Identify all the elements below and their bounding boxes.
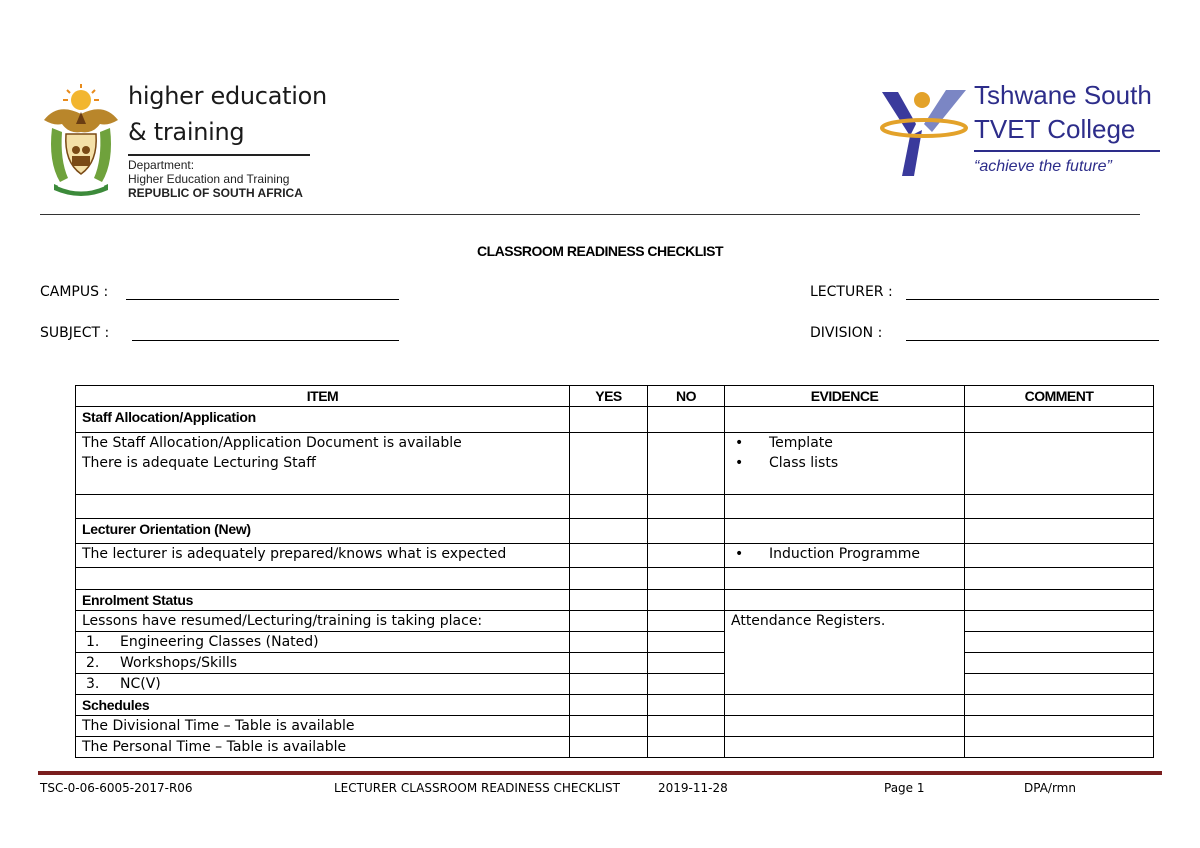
no-cell[interactable] — [648, 568, 725, 590]
list-item: 2. Workshops/Skills — [76, 653, 570, 674]
comment-cell[interactable] — [965, 716, 1154, 737]
footer-page: Page 1 — [884, 781, 925, 795]
section-heading: Enrolment Status — [76, 590, 570, 611]
table-row — [76, 590, 1154, 611]
comment-cell[interactable] — [965, 737, 1154, 758]
yes-cell[interactable] — [570, 611, 648, 632]
table-row — [76, 653, 1154, 674]
campus-label: CAMPUS : — [40, 284, 109, 300]
item-cell — [76, 495, 570, 519]
subject-label: SUBJECT : — [40, 325, 110, 341]
college-name-line2: TVET College — [974, 114, 1136, 144]
yes-cell[interactable] — [570, 695, 648, 716]
item-cell — [76, 568, 570, 590]
comment-cell[interactable] — [965, 544, 1154, 568]
table-row — [76, 433, 1154, 495]
no-cell[interactable] — [648, 653, 725, 674]
yes-cell[interactable] — [570, 632, 648, 653]
no-cell[interactable] — [648, 716, 725, 737]
no-cell[interactable] — [648, 737, 725, 758]
yes-cell[interactable] — [570, 407, 648, 433]
item-text: Lessons have resumed/Lecturing/training is taking place: — [76, 611, 570, 632]
list-item: 1. Engineering Classes (Nated) — [76, 632, 570, 653]
evidence-text: Induction Programme — [769, 546, 921, 562]
coat-of-arms-emblem — [38, 82, 124, 200]
bullet-icon: • — [735, 455, 744, 471]
college-logo-icon — [876, 84, 972, 180]
evidence-cell — [725, 737, 965, 758]
dhet-logo-line2: & training — [128, 118, 245, 146]
item-text: The lecturer is adequately prepared/knows what is expected — [76, 544, 570, 568]
header-comment: COMMENT — [965, 386, 1154, 407]
table-row — [76, 674, 1154, 695]
evidence-cell — [725, 544, 965, 568]
division-field[interactable] — [906, 340, 1159, 341]
section-heading: Lecturer Orientation (New) — [76, 519, 570, 544]
item-text: There is adequate Lecturing Staff — [82, 455, 316, 471]
yes-cell[interactable] — [570, 716, 648, 737]
evidence-cell — [725, 590, 965, 611]
college-name-line1: Tshwane South — [974, 80, 1152, 110]
comment-cell[interactable] — [965, 674, 1154, 695]
comment-cell[interactable] — [965, 653, 1154, 674]
comment-cell[interactable] — [965, 433, 1154, 495]
header-yes: YES — [570, 386, 648, 407]
yes-cell[interactable] — [570, 433, 648, 495]
table-header-row — [76, 386, 1154, 407]
table-row — [76, 519, 1154, 544]
lecturer-label: LECTURER : — [810, 284, 893, 300]
yes-cell[interactable] — [570, 590, 648, 611]
section-heading: Staff Allocation/Application — [76, 407, 570, 433]
table-row — [76, 737, 1154, 758]
comment-cell[interactable] — [965, 407, 1154, 433]
no-cell[interactable] — [648, 544, 725, 568]
table-row — [76, 632, 1154, 653]
footer-bar — [38, 771, 1162, 775]
no-cell[interactable] — [648, 674, 725, 695]
item-text: The Staff Allocation/Application Document is available — [82, 435, 462, 451]
evidence-cell — [725, 519, 965, 544]
no-cell[interactable] — [648, 433, 725, 495]
campus-field[interactable] — [126, 299, 399, 300]
no-cell[interactable] — [648, 632, 725, 653]
evidence-cell — [725, 495, 965, 519]
dhet-country: REPUBLIC OF SOUTH AFRICA — [128, 186, 303, 200]
header-item: ITEM — [76, 386, 570, 407]
header-evidence: EVIDENCE — [725, 386, 965, 407]
list-item: 3. NC(V) — [76, 674, 570, 695]
yes-cell[interactable] — [570, 737, 648, 758]
evidence-cell — [725, 407, 965, 433]
section-heading: Schedules — [76, 695, 570, 716]
evidence-text: Class lists — [769, 455, 839, 471]
footer-date: 2019-11-28 — [658, 781, 728, 795]
header-no: NO — [648, 386, 725, 407]
table-row — [76, 611, 1154, 632]
no-cell[interactable] — [648, 695, 725, 716]
table-row — [76, 568, 1154, 590]
yes-cell[interactable] — [570, 544, 648, 568]
comment-cell[interactable] — [965, 519, 1154, 544]
no-cell[interactable] — [648, 611, 725, 632]
item-text: The Personal Time – Table is available — [76, 737, 570, 758]
header-divider — [40, 214, 1140, 215]
evidence-cell — [725, 568, 965, 590]
dhet-dept-name: Higher Education and Training — [128, 172, 290, 186]
table-row — [76, 716, 1154, 737]
table-row — [76, 695, 1154, 716]
comment-cell[interactable] — [965, 695, 1154, 716]
table-row — [76, 407, 1154, 433]
no-cell[interactable] — [648, 407, 725, 433]
footer-doc-code: TSC-0-06-6005-2017-R06 — [40, 781, 193, 795]
bullet-icon: • — [735, 435, 744, 451]
yes-cell[interactable] — [570, 674, 648, 695]
lecturer-field[interactable] — [906, 299, 1159, 300]
comment-cell[interactable] — [965, 568, 1154, 590]
page-title: CLASSROOM READINESS CHECKLIST — [476, 243, 724, 259]
item-cell — [76, 433, 570, 495]
dhet-dept-label: Department: — [128, 158, 195, 172]
dhet-logo-line1: higher education — [128, 82, 327, 110]
evidence-cell — [725, 695, 965, 716]
yes-cell[interactable] — [570, 519, 648, 544]
comment-cell[interactable] — [965, 611, 1154, 632]
no-cell[interactable] — [648, 590, 725, 611]
footer-ref: DPA/rmn — [1024, 781, 1076, 795]
yes-cell[interactable] — [570, 568, 648, 590]
table-row — [76, 544, 1154, 568]
evidence-cell — [725, 716, 965, 737]
college-logo-rule — [974, 150, 1160, 152]
comment-cell[interactable] — [965, 495, 1154, 519]
evidence-cell — [725, 433, 965, 495]
yes-cell[interactable] — [570, 495, 648, 519]
subject-field[interactable] — [132, 340, 399, 341]
evidence-cell: Attendance Registers. — [725, 611, 965, 695]
table-row — [76, 495, 1154, 519]
comment-cell[interactable] — [965, 590, 1154, 611]
item-text: The Divisional Time – Table is available — [76, 716, 570, 737]
yes-cell[interactable] — [570, 653, 648, 674]
division-label: DIVISION : — [810, 325, 883, 341]
evidence-text: Template — [769, 435, 833, 451]
no-cell[interactable] — [648, 519, 725, 544]
checklist-table — [75, 385, 1154, 758]
footer-doc-title: LECTURER CLASSROOM READINESS CHECKLIST — [334, 781, 620, 795]
bullet-icon: • — [735, 546, 744, 562]
college-tagline: “achieve the future” — [974, 158, 1112, 175]
comment-cell[interactable] — [965, 632, 1154, 653]
no-cell[interactable] — [648, 495, 725, 519]
dhet-logo-rule — [128, 154, 310, 156]
